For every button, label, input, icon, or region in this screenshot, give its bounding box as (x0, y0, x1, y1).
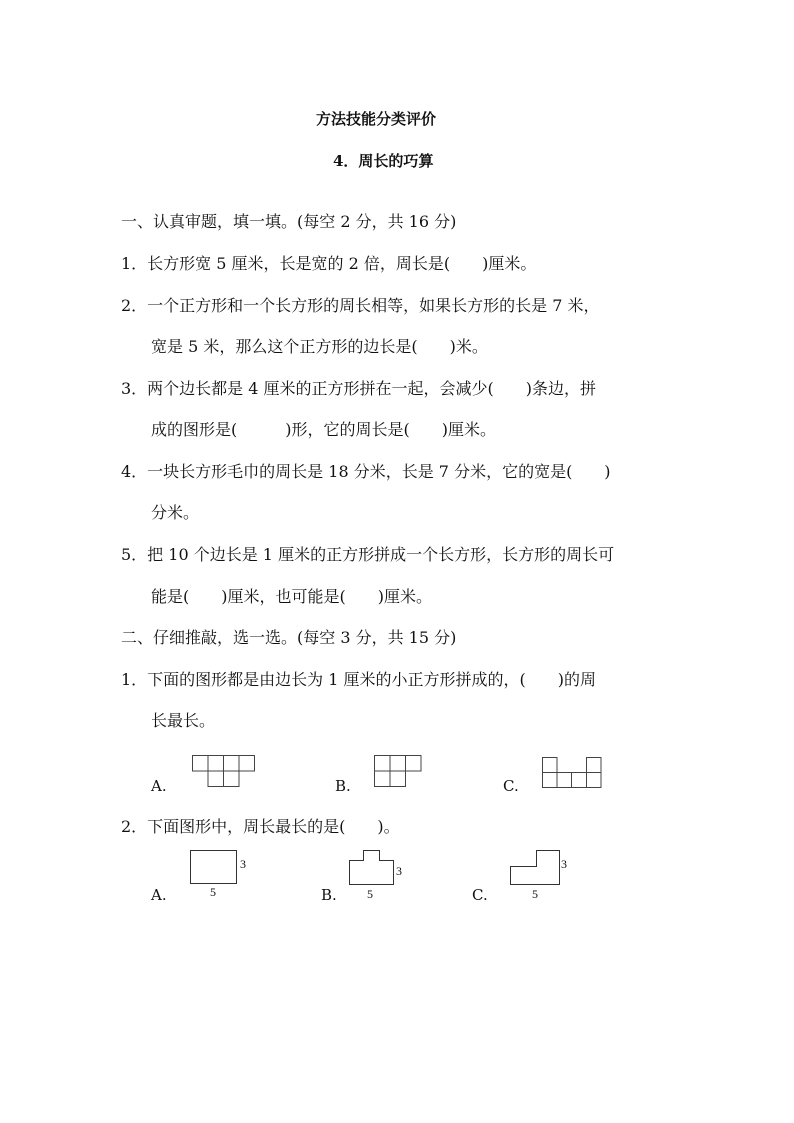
s2-q2: 2．下面图形中，周长最长的是( )。 (121, 817, 400, 836)
s2-q1-option-c: C. (503, 777, 519, 795)
s1-q2-line2: 宽是 5 米，那么这个正方形的边长是( )米。 (151, 337, 488, 356)
s2-q2-figure-b (349, 850, 395, 885)
s1-q3-line2: 成的图形是( )形，它的周长是( )厘米。 (151, 420, 496, 439)
s2-q2-figure-c (510, 850, 560, 885)
s1-q5-line1: 5．把 10 个边长是 1 厘米的正方形拼成一个长方形，长方形的周长可 (121, 545, 615, 564)
s1-q3-line1: 3．两个边长都是 4 厘米的正方形拼在一起，会减少( )条边，拼 (121, 379, 597, 398)
s2-q1-figure-c (542, 757, 602, 789)
series-title: 方法技能分类评价 (316, 110, 437, 128)
s2-q2-option-c: C. (472, 886, 488, 904)
section2-heading: 二、仔细推敲，选一选。(每空 3 分，共 15 分) (121, 628, 457, 647)
s2-q2-b-width-label: 5 (367, 887, 373, 901)
s2-q2-figure-a (190, 850, 238, 884)
s2-q2-a-width-label: 5 (210, 885, 216, 899)
s2-q1-line1: 1．下面的图形都是由边长为 1 厘米的小正方形拼成的，( )的周 (121, 670, 597, 689)
s2-q2-c-width-label: 5 (532, 887, 538, 901)
s2-q1-line2: 长最长。 (151, 711, 216, 730)
s1-q1: 1．长方形宽 5 厘米，长是宽的 2 倍，周长是( )厘米。 (121, 254, 537, 273)
lesson-title: 4．周长的巧算 (333, 152, 434, 170)
s1-q4-line2: 分米。 (151, 503, 200, 522)
s2-q2-b-height-label: 3 (396, 864, 402, 878)
s1-q2-line1: 2．一个正方形和一个长方形的周长相等，如果长方形的长是 7 米， (121, 296, 600, 315)
s2-q2-option-a: A. (151, 886, 167, 904)
s2-q2-c-height-label: 3 (561, 857, 567, 871)
s2-q2-option-b: B. (321, 886, 337, 904)
s2-q2-a-height-label: 3 (240, 857, 246, 871)
s2-q1-figure-a (192, 755, 256, 787)
section1-heading: 一、认真审题，填一填。(每空 2 分，共 16 分) (121, 212, 457, 231)
s1-q4-line1: 4．一块长方形毛巾的周长是 18 分米，长是 7 分米，它的宽是( ) (121, 462, 611, 481)
s2-q1-figure-b (374, 755, 422, 787)
s2-q1-option-a: A. (151, 777, 167, 795)
s1-q5-line2: 能是( )厘米，也可能是( )厘米。 (151, 587, 432, 606)
s2-q1-option-b: B. (335, 777, 351, 795)
